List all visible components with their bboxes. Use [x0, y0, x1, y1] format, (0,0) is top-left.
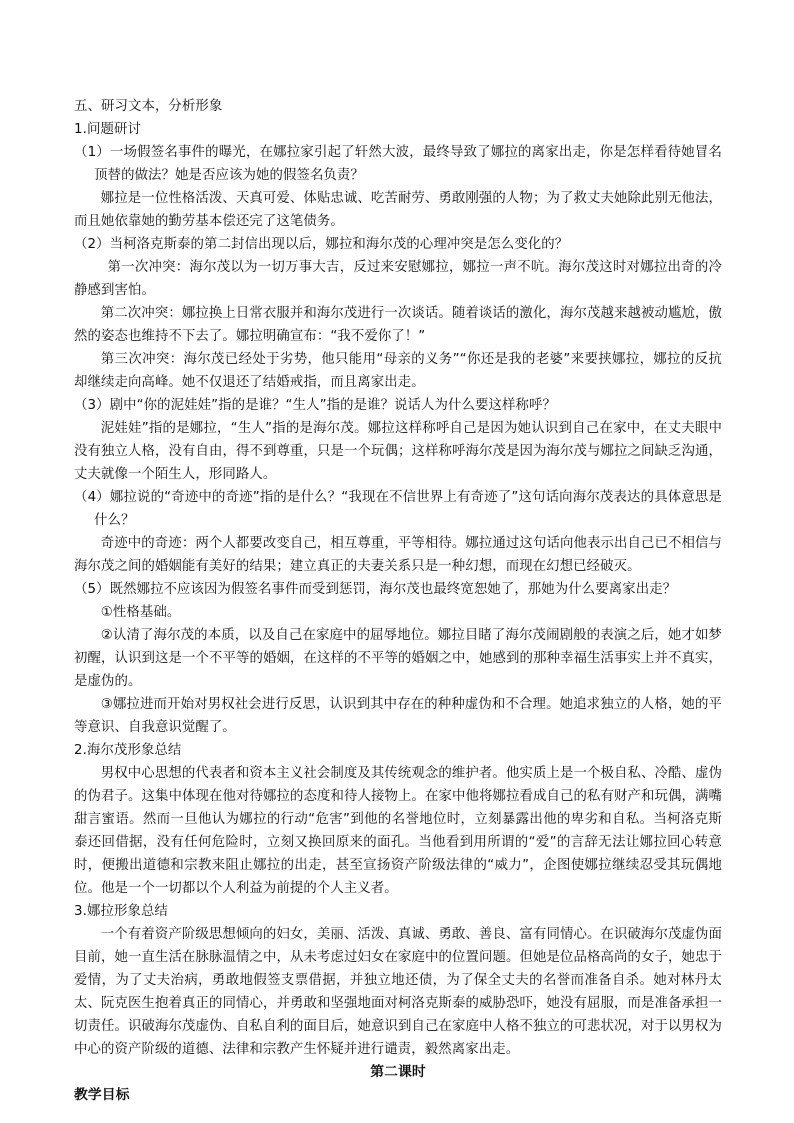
section-heading: 五、研习文本，分析形象 [74, 99, 223, 114]
answer-2-second-conflict: 第二次冲突：娜拉换上日常衣服并和海尔茂进行一次谈话。随着谈话的激化，海尔茂越来越被动尴尬，傲然的姿态也维持不下去了。娜拉明确宣布：“我不爱你了！” [74, 306, 722, 344]
question-2: （2）当柯洛克斯泰的第二封信出现以后，娜拉和海尔茂的心理冲突是怎么变化的？ [74, 237, 569, 252]
helmer-summary: 男权中心思想的代表者和资本主义社会制度及其传统观念的维护者。他实质上是一个极自私、冷酷、虚伪的伪君子。这集中体现在他对待娜拉的态度和待人接物上。在家中他将娜拉看成自己的私有财产和玩偶，满嘴甜言蜜语。然而一旦他认为娜拉的行动“危害”到他的名誉地位时，立刻暴露出他的卑劣和自私。当柯洛克斯泰还回借据，没有任何危险时，立刻又换回原来的面孔。当他看到用所谓的“爱”的言辞无法让娜拉回心转意时，便搬出道德和宗教来阻止娜拉的出走，甚至宣扬资产阶级法律的“威力”，企图使娜拉继续忍受其玩偶地位。他是一个一切都以个人利益为前提的个人主义者。 [74, 766, 722, 896]
question-4: （4）娜拉说的“奇迹中的奇迹”指的是什么？“我现在不信世界上有奇迹了”这句话向海尔茂表达的具体意思是什么？ [74, 490, 722, 528]
answer-5-point-2: ②认清了海尔茂的本质，以及自己在家庭中的屈辱地位。娜拉目睹了海尔茂闹剧般的表演之后，她才如梦初醒，认识到这是一个不平等的婚姻，在这样的不平等的婚姻之中，她感到的那种幸福生活事实上并不真实，是虚伪的。 [74, 628, 722, 689]
answer-2-third-conflict: 第三次冲突：海尔茂已经处于劣势，他只能用“母亲的义务”“你还是我的老婆”来要挟娜拉，娜拉的反抗却继续走向高峰。她不仅退还了结婚戒指，而且离家出走。 [74, 352, 722, 390]
teaching-goals-heading: 教学目标 [74, 1087, 130, 1103]
lesson-title: 第二课时 [370, 1064, 426, 1080]
answer-2-first-conflict: 第一次冲突：海尔茂以为一切万事大吉，反过来安慰娜拉，娜拉一声不吭。海尔茂这时对娜拉出奇的冷静感到害怕。 [74, 260, 722, 298]
answer-5-point-1: ①性格基础。 [100, 605, 181, 620]
subsection-heading: 1.问题研讨 [74, 122, 141, 137]
answer-5-point-3: ③娜拉进而开始对男权社会进行反思，认识到其中存在的种种虚伪和不合理。她追求独立的人格，她的平等意识、自我意识觉醒了。 [74, 697, 722, 735]
question-3: （3）剧中“你的泥娃娃”指的是谁？“生人”指的是谁？说话人为什么要这样称呼？ [74, 398, 556, 413]
question-1: （1）一场假签名事件的曝光，在娜拉家引起了轩然大波，最终导致了娜拉的离家出走，你是怎样看待她冒名顶替的做法？她是否应该为她的假签名负责？ [74, 145, 722, 183]
document-body [74, 95, 722, 1107]
nora-summary: 一个有着资产阶级思想倾向的妇女，美丽、活泼、真诚、勇敢、善良、富有同情心。在识破海尔茂虚伪面目前，她一直生活在脉脉温情之中，从未考虑过妇女在家庭中的位置问题。但她是位品格高尚的女子，她忠于爱情，为了丈夫治病，勇敢地假签支票借据，并独立地还债，为了保全丈夫的名誉而准备自杀。她对林丹太太、阮克医生抱着真正的同情心，并勇敢和坚强地面对柯洛克斯泰的威胁恐吓，她没有屈服，而是准备承担一切责任。识破海尔茂虚伪、自私自利的面目后，她意识到自己在家庭中人格不独立的可悲状况，对于以男权为中心的资产阶级的道德、法律和宗教产生怀疑并进行谴责，毅然离家出走。 [74, 927, 722, 1057]
subsection-heading: 2.海尔茂形象总结 [74, 743, 182, 758]
answer-3: 泥娃娃”指的是娜拉，“生人”指的是海尔茂。娜拉这样称呼自己是因为她认识到自己在家中，在丈夫眼中没有独立人格，没有自由，得不到尊重，只是一个玩偶；这样称呼海尔茂是因为海尔茂与娜拉之间缺乏沟通，丈夫就像一个陌生人，形同路人。 [74, 421, 722, 482]
answer-1: 娜拉是一位性格活泼、天真可爱、体贴忠诚、吃苦耐劳、勇敢刚强的人物；为了救丈夫她除此别无他法，而且她依靠她的勤劳基本偿还完了这笔债务。 [74, 191, 722, 229]
answer-4: 奇迹中的奇迹：两个人都要改变自己，相互尊重，平等相待。娜拉通过这句话向他表示出自己已不相信与海尔茂之间的婚姻能有美好的结果；建立真正的夫妻关系只是一种幻想，而现在幻想已经破灭。 [74, 536, 722, 574]
question-5: （5）既然娜拉不应该因为假签名事件而受到惩罚，海尔茂也最终宽恕她了，那她为什么要离家出走？ [74, 582, 677, 597]
subsection-heading: 3.娜拉形象总结 [74, 904, 168, 919]
